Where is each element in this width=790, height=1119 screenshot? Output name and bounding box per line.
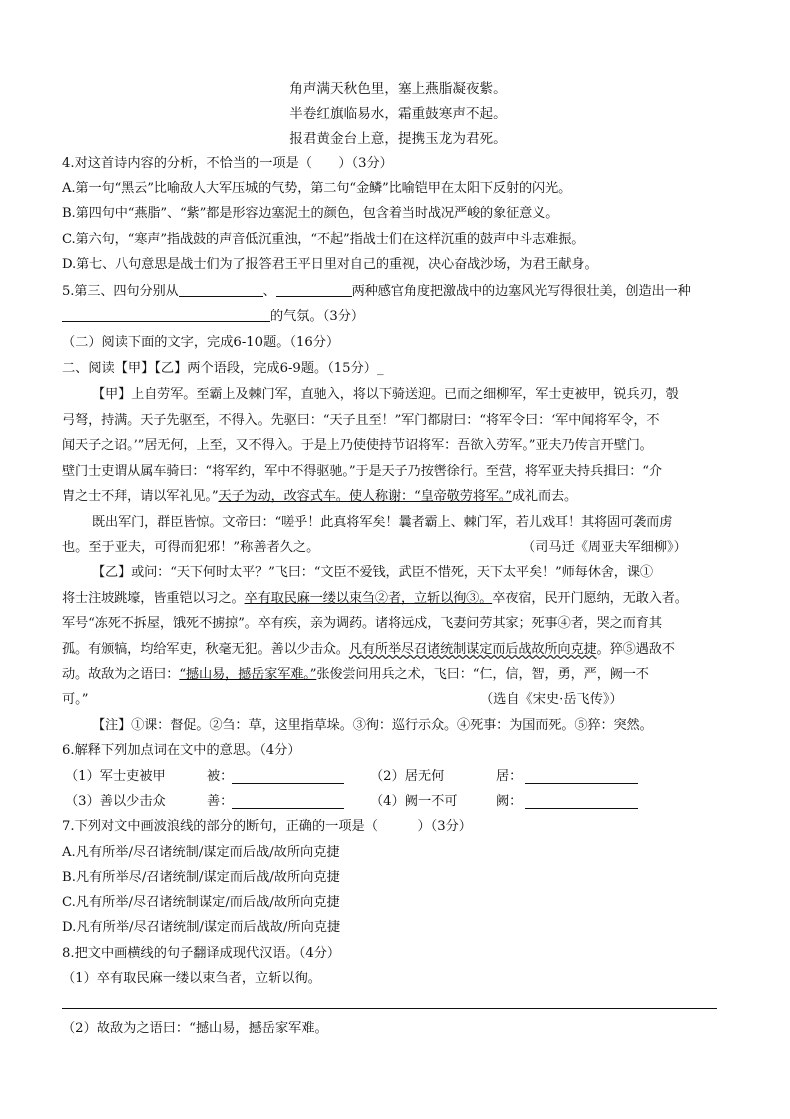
- passage-yi-text-end: 张俊尝问用兵之术，飞曰：“仁，信，智，勇，严，阙一不: [316, 667, 649, 682]
- question-5-text-b: 、: [262, 284, 276, 299]
- question-6-stem: 6.解释下列加点词在文中的意思。（4分）: [62, 743, 301, 758]
- passage-jia-line-2: 弓弩，持满。天子先驱至，不得入。先驱曰：“天子且至！”军门都尉曰：“将军令曰：‘军中闻将军令，不: [62, 413, 660, 428]
- passage-jia-line-1: 【甲】上自劳军。至霸上及棘门军，直驰入，将以下骑送迎。已而之细柳军，军士吏被甲，锐兵刃，彀: [92, 387, 679, 402]
- question-4-option-a: A.第一句“黑云”比喻敌人大军压城的气势，第二句“金鳞”比喻铠甲在太阳下反射的闪光。: [62, 181, 572, 196]
- passage-yi-source: （选自《宋史·岳飞传》）: [480, 692, 623, 707]
- passage-jia-text: 胄之士不拜，请以军礼见。”: [62, 489, 219, 504]
- passage-yi-line-1: 【乙】或问：“天下何时太平？”飞曰：“文臣不爱钱，武臣不惜死，天下太平矣！”师每休舍，课①: [92, 565, 653, 580]
- question-5-text-c: 两种感官角度把激战中的边塞风光写得很壮美，创造出一种: [351, 284, 691, 299]
- underlined-sentence-yi-2: “撼山易，撼岳家军难。”: [179, 667, 317, 682]
- question-5-line-2: [62, 306, 720, 328]
- question-6-item-3: （3）善以少击众: [65, 794, 166, 809]
- passage-yi-text-end: 卒夜宿，民开门愿纳，无敢入者。: [492, 591, 688, 606]
- question-7-option-b: B.凡有所举尽/召诸统制/谋定而后战/故所向克捷: [62, 870, 340, 885]
- wavy-underlined-passage: 凡有所举尽召诸统制谋定而后战故所向克捷: [348, 642, 597, 657]
- question-4-option-b: B.第四句中“燕脂”、“紫”都是形容边塞泥土的颜色，包含着当时战况严峻的象征意义。: [62, 206, 559, 221]
- poem-line-1: 角声满天秋色里，塞上燕脂凝夜紫。: [289, 81, 507, 97]
- question-6-label-3: 善：: [207, 794, 234, 809]
- question-8-sentence-1: （1）卒有取民麻一缕以束刍者，立斩以徇。: [62, 971, 321, 986]
- answer-blank-6-2[interactable]: [525, 770, 638, 784]
- answer-blank-6-3[interactable]: [232, 795, 344, 809]
- answer-blank-5a[interactable]: [179, 283, 263, 297]
- passage-jia-line-4: 壁门士吏谓从属车骑曰：“将军约，军中不得驱驰。”于是天子乃按辔徐行。至营，将军亚夫持兵揖曰：“介: [62, 464, 662, 479]
- passage-jia-line-6: 既出军门，群臣皆惊。文帝曰：“嗟乎！此真将军矣！曩者霸上、棘门军，若儿戏耳！其将固可袭而虏: [92, 515, 673, 530]
- passage-yi-line-6: 可。”: [62, 692, 89, 707]
- passage-jia-source: （司马迁《周亚夫军细柳》）: [522, 540, 687, 555]
- question-7-stem: 7.下列对文中画波浪线的部分的断句，正确的一项是（ ）（3分）: [62, 819, 472, 834]
- passage-yi-text: 孤。有颁犒，均给军吏，秋毫无犯。善以少击众。: [62, 642, 349, 657]
- poem-line-2: 半卷红旗临易水，霜重鼓寒声不起。: [289, 106, 507, 122]
- question-6-label-4: 阙：: [496, 794, 523, 809]
- question-7-option-c: C.凡有所举/尽召诸统制谋定/而后战/故所向克捷: [62, 895, 340, 910]
- question-6-item-4: （4）阙一不可: [370, 794, 458, 809]
- passage-yi-notes: 【注】①课：督促。②刍：草，这里指草垛。③徇：巡行示众。④死事：为国而死。⑤猝：突然。: [92, 718, 653, 733]
- section-2-heading: （二）阅读下面的文字，完成6-10题。（16分）: [62, 335, 340, 350]
- passage-yi-line-4: [62, 639, 720, 661]
- question-7-option-d: D.凡有所举/尽召诸统制/谋定而后战故/所向克捷: [62, 920, 341, 935]
- answer-blank-5b[interactable]: [276, 283, 352, 297]
- question-7-option-a: A.凡有所举/尽召诸统制/谋定而后战/故所向克捷: [62, 845, 340, 860]
- answer-line-8-1[interactable]: [62, 1008, 717, 1009]
- underlined-sentence-jia: 天子为动，改容式车。使人称谢：“皇帝敬劳将军。”: [218, 489, 512, 504]
- question-5-text-d: 的气氛。（3分）: [270, 309, 365, 324]
- answer-blank-6-1[interactable]: [232, 770, 344, 784]
- passage-yi-line-2: [62, 588, 720, 610]
- passage-jia-line-5: [62, 486, 720, 508]
- answer-blank-6-4[interactable]: [525, 795, 638, 809]
- question-8-stem: 8.把文中画横线的句子翻译成现代汉语。（4分）: [62, 946, 341, 961]
- question-8-sentence-2: （2）故敌为之语曰：“撼山易，撼岳家军难。: [62, 1021, 328, 1036]
- question-4-stem: 4.对这首诗内容的分析，不恰当的一项是（ ）（3分）: [62, 156, 393, 171]
- question-6-label-1: 被：: [207, 769, 234, 784]
- question-6-item-2: （2）居无何: [370, 769, 445, 784]
- question-4-option-d: D.第七、八句意思是战士们为了报答君王平日里对自己的重视，决心奋战沙场，为君王献身。: [62, 257, 598, 272]
- passage-yi-text: 动。故敌为之语曰：: [62, 667, 180, 682]
- passage-jia-text-end: 成礼而去。: [511, 489, 578, 504]
- question-5-text-a: 5.第三、四句分别从: [62, 284, 179, 299]
- answer-blank-5c[interactable]: [62, 308, 270, 322]
- question-6-item-1: （1）军士吏被甲: [65, 769, 166, 784]
- passage-yi-text-end: 。猝⑤遇敌不: [596, 642, 675, 657]
- passage-jia-line-3: 闻天子之诏。’”居无何，上至，又不得入。于是上乃使使持节诏将军：吾欲入劳军。”亚夫乃传言开壁门。: [62, 438, 653, 453]
- passage-yi-line-3: 军号“冻死不拆屋，饿死不掳掠”。卒有疾，亲为调药。诸将远戍，飞妻问劳其家；死事④者，哭之而育其: [62, 616, 662, 631]
- passage-yi-text: 将士注坡跳壕，皆重铠以习之。: [62, 591, 245, 606]
- poem-line-3: 报君黄金台上意，提携玉龙为君死。: [289, 131, 507, 147]
- question-6-label-2: 居：: [496, 769, 523, 784]
- underlined-sentence-yi-1: 卒有取民麻一缕以束刍②者，立斩以徇③。: [244, 591, 493, 606]
- question-5-line-1: [62, 281, 720, 303]
- passage-yi-line-5: [62, 664, 720, 686]
- question-4-option-c: C.第六句，“寒声”指战鼓的声音低沉重浊，“不起”指战士们在这样沉重的鼓声中斗志难振。: [62, 232, 585, 247]
- section-2-intro: 二、阅读【甲】【乙】两个语段，完成6-9题。（15分）_: [62, 361, 384, 376]
- passage-jia-line-7: 也。至于亚夫，可得而犯邪！”称善者久之。: [62, 540, 320, 555]
